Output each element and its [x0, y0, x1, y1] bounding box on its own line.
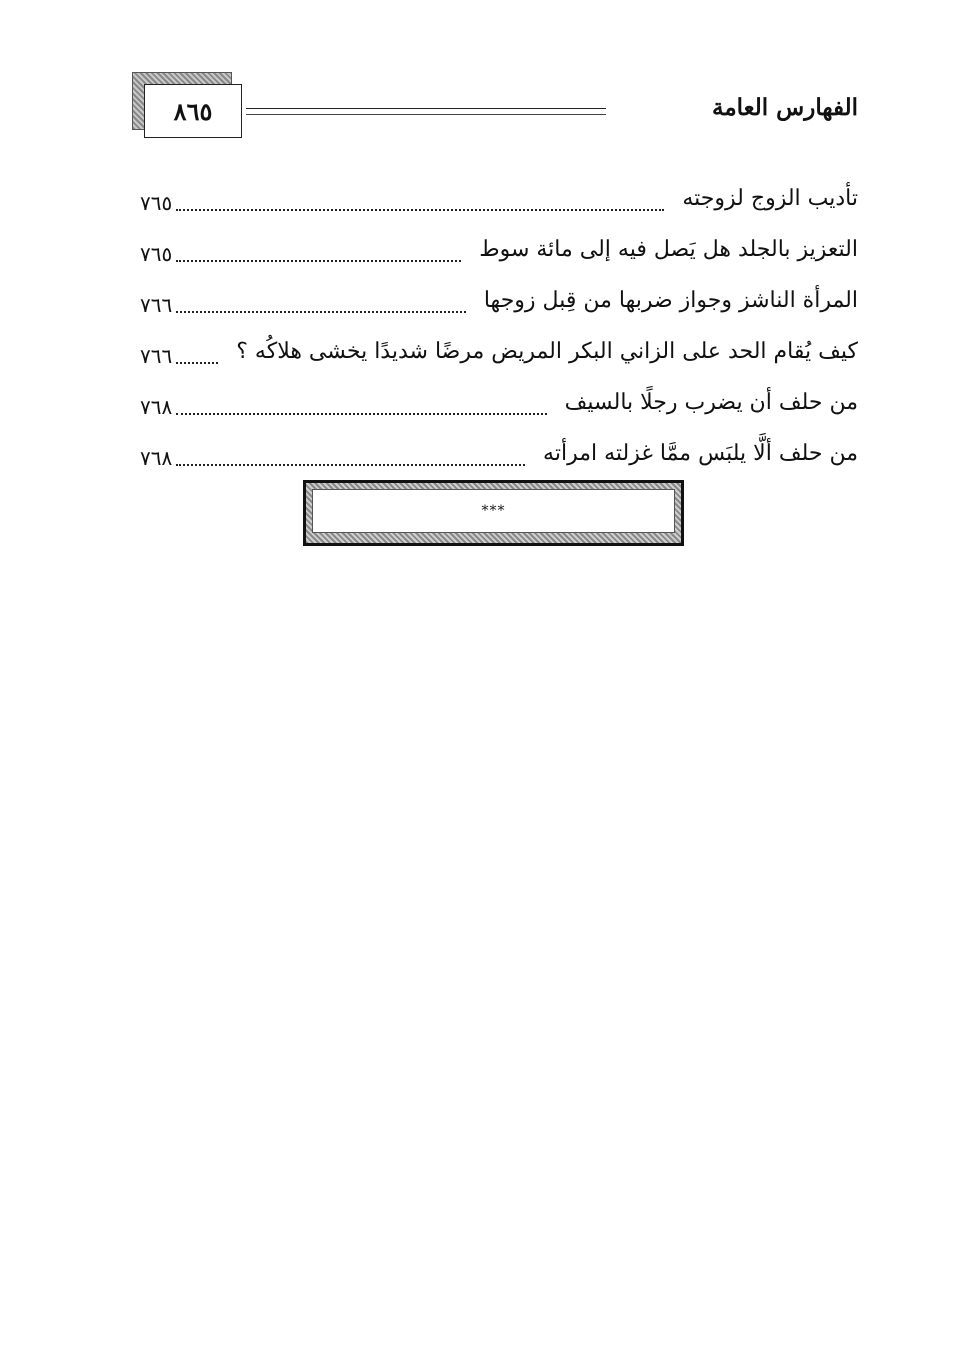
entry-page-number: ٧٦٥ — [140, 191, 173, 215]
header-rule — [246, 108, 606, 115]
entry-title: من حلف ألَّا يلبَس ممَّا غزلته امرأته — [543, 441, 858, 466]
page-number-box — [132, 72, 242, 138]
section-end-stars: *** — [312, 489, 675, 533]
entry-title: التعزيز بالجلد هل يَصل فيه إلى مائة سوط — [479, 237, 858, 262]
index-entries — [140, 178, 858, 484]
entry-title: المرأة الناشز وجواز ضربها من قِبل زوجها — [483, 288, 858, 313]
entry-page-number: ٧٦٨ — [140, 446, 173, 470]
dot-leader — [176, 360, 218, 364]
dot-leader — [176, 207, 664, 211]
index-entry — [140, 331, 858, 382]
index-entry — [140, 382, 858, 433]
entry-page-number: ٧٦٨ — [140, 395, 173, 419]
entry-title: من حلف أن يضرب رجلًا بالسيف — [564, 390, 858, 415]
entry-page-number: ٧٦٦ — [140, 293, 173, 317]
dot-leader — [176, 258, 461, 262]
entry-title: تأديب الزوج لزوجته — [682, 186, 858, 211]
index-entry — [140, 229, 858, 280]
entry-page-number: ٧٦٥ — [140, 242, 173, 266]
index-entry — [140, 433, 858, 484]
section-end-box — [303, 480, 684, 546]
dot-leader — [176, 411, 546, 415]
index-entry — [140, 178, 858, 229]
running-header-title: الفهارس العامة — [712, 94, 858, 121]
entry-page-number: ٧٦٦ — [140, 344, 173, 368]
index-entry — [140, 280, 858, 331]
page-number: ٨٦٥ — [144, 84, 242, 138]
dot-leader — [176, 309, 466, 313]
entry-title: كيف يُقام الحد على الزاني البكر المريض مرضًا شديدًا يخشى هلاكُه ؟ — [236, 339, 858, 364]
dot-leader — [176, 462, 525, 466]
